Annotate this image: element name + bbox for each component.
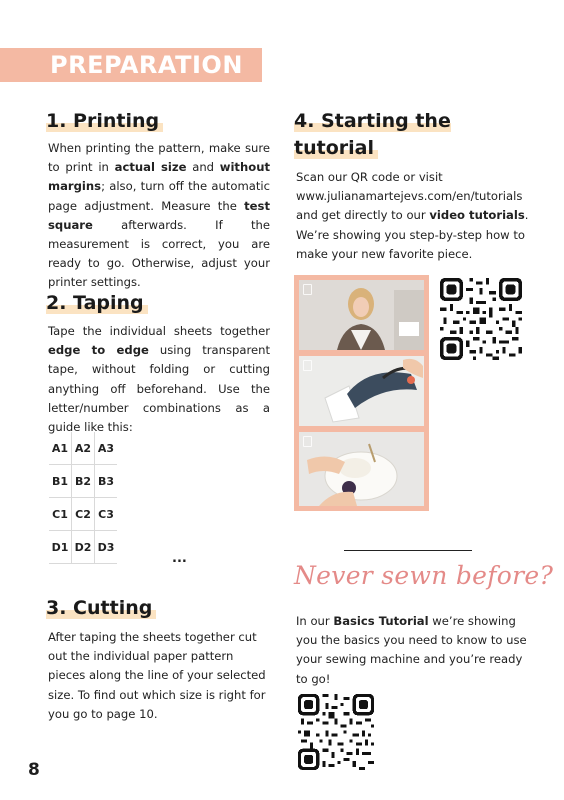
basics-text: In our Basics Tutorial we’re showing you the basics you need to know to use your sewing machine and you’re ready to go! bbox=[296, 614, 527, 686]
video-icon bbox=[303, 360, 312, 371]
tutorial-text: Scan our QR code or visit www.julianamartejevs.com/en/tutorials and get directly to our video tutorials. We’re showing you step-by-step how to make your new favorite piece. bbox=[296, 170, 529, 261]
grid-row bbox=[49, 498, 117, 531]
grid-cell: D1 bbox=[49, 531, 72, 564]
grid-row bbox=[49, 531, 117, 564]
banner-title: PREPARATION bbox=[50, 51, 243, 79]
grid-cell: A2 bbox=[72, 432, 95, 465]
video-thumbnail-ironing[interactable] bbox=[299, 356, 424, 426]
grid-cell: B2 bbox=[72, 465, 95, 498]
video-icon bbox=[303, 284, 312, 295]
video-thumbnails[interactable] bbox=[294, 275, 429, 511]
tutorial-heading: 4. Starting the tutorial bbox=[294, 110, 451, 159]
video-thumbnail-sewing[interactable] bbox=[299, 432, 424, 506]
taping-heading: 2. Taping bbox=[46, 290, 148, 316]
grid-cell: D3 bbox=[95, 531, 118, 564]
grid-ellipsis: ... bbox=[172, 551, 187, 566]
grid-cell: A1 bbox=[49, 432, 72, 465]
grid-cell: B3 bbox=[95, 465, 118, 498]
page-number: 8 bbox=[28, 760, 40, 780]
video-thumbnail-presenter[interactable] bbox=[299, 280, 424, 350]
cutting-text: After taping the sheets together cut out the individual paper pattern pieces along the line of your selected size. To find out which size is right for you go to page 10. bbox=[48, 630, 266, 721]
printing-heading: 1. Printing bbox=[46, 108, 163, 134]
grid-cell: D2 bbox=[72, 531, 95, 564]
grid-cell: C1 bbox=[49, 498, 72, 531]
qr-code-basics-icon[interactable] bbox=[298, 694, 374, 770]
grid-row bbox=[49, 432, 117, 465]
divider bbox=[344, 550, 472, 551]
taping-text: Tape the individual sheets together edge to edge using transparent tape, without folding or cutting anything off beforehand. Use the letter/number combinations as a guide like this: bbox=[48, 324, 271, 435]
grid-cell: B1 bbox=[49, 465, 72, 498]
printing-text: When printing the pattern, make sure to print in actual size and without margins; also, turn off the automatic page adjustment. Measure the test square afterwards. If the measurement is correct, you are ready to go. Otherwise, adjust your printer settings. bbox=[48, 141, 270, 290]
grid-cell: A3 bbox=[95, 432, 118, 465]
never-sewn-title: Never sewn before? bbox=[294, 561, 554, 590]
video-icon bbox=[303, 436, 312, 447]
cutting-heading: 3. Cutting bbox=[46, 595, 156, 621]
sheet-grid bbox=[49, 432, 117, 564]
grid-cell: C2 bbox=[72, 498, 95, 531]
grid-cell: C3 bbox=[95, 498, 118, 531]
qr-code-videos-icon[interactable] bbox=[440, 278, 522, 360]
grid-row bbox=[49, 465, 117, 498]
